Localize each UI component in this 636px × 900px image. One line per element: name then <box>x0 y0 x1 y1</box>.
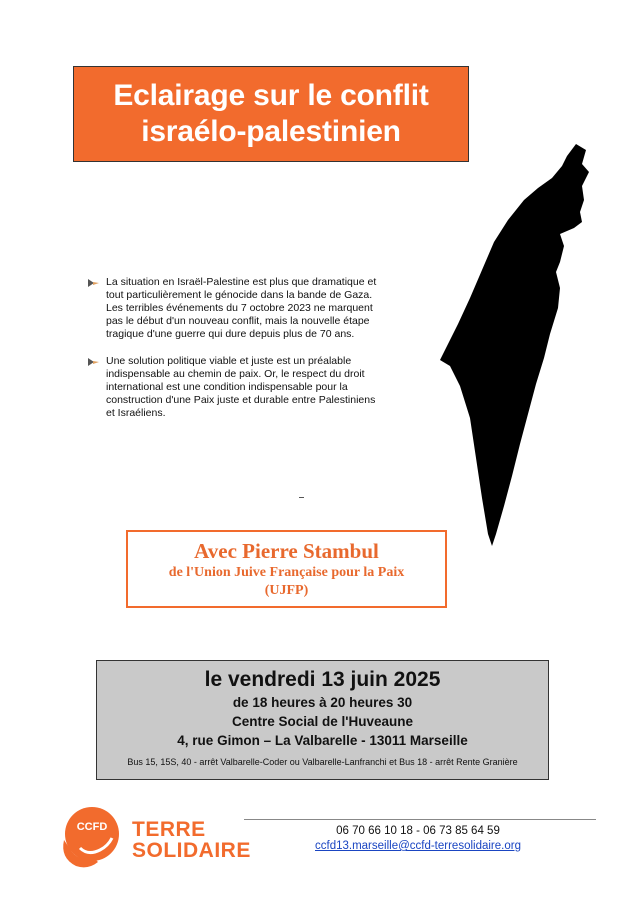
speaker-org: de l'Union Juive Française pour la Paix <box>168 564 405 580</box>
event-details-box <box>96 660 549 780</box>
logo-wordmark <box>132 819 251 861</box>
bullet-item <box>86 355 386 420</box>
bullet-list <box>86 276 386 434</box>
bullet-text: La situation en Israël-Palestine est plus que dramatique et tout particulièrement le génocide dans la bande de Gaza. Les terribles événements du 7 octobre 2023 ne marquent pas le début d'un nouveau conflit, mais la nouvelle étape tragique d'une guerre qui dure depuis plus de 70 ans. <box>106 276 377 340</box>
ccfd-hands-logo-icon <box>58 800 128 872</box>
ccfd-terre-solidaire-logo <box>58 800 268 872</box>
logo-mark-text: CCFD <box>76 821 108 833</box>
speaker-org-acronym: (UJFP) <box>264 582 309 598</box>
event-date: le vendredi 13 juin 2025 <box>204 668 441 691</box>
title-banner <box>73 66 469 162</box>
logo-line-2: SOLIDAIRE <box>132 839 251 862</box>
title-line-2: israélo-palestinien <box>141 115 401 148</box>
title-line-1: Eclairage sur le conflit <box>113 79 429 112</box>
footer-rule <box>244 819 596 820</box>
divider-dash <box>299 497 304 498</box>
contact-email-link[interactable]: ccfd13.marseille@ccfd-terresolidaire.org <box>315 840 521 852</box>
contact-block <box>300 824 536 854</box>
bullet-text: Une solution politique viable et juste est un préalable indispensable au chemin de paix. Or, le respect du droit international est une condition indispensable pour la construction d'une Paix juste et durable entre Palestiniens et Israéliens. <box>106 355 376 419</box>
palestine-map-silhouette <box>436 138 612 548</box>
speaker-box <box>126 530 447 608</box>
bullet-item <box>86 276 386 341</box>
event-address: 4, rue Gimon – La Valbarelle - 13011 Marseille <box>177 733 468 748</box>
contact-phones: 06 70 66 10 18 - 06 73 85 64 59 <box>336 825 500 837</box>
arrow-bullet-icon <box>86 277 100 289</box>
event-venue: Centre Social de l'Huveaune <box>231 714 414 729</box>
event-bus-info: Bus 15, 15S, 40 - arrêt Valbarelle-Coder ou Valbarelle-Lanfranchi et Bus 18 - arrêt Rente Granière <box>127 757 518 767</box>
speaker-name: Avec Pierre Stambul <box>194 538 379 563</box>
event-time: de 18 heures à 20 heures 30 <box>232 695 413 710</box>
logo-line-1: TERRE <box>132 818 206 841</box>
arrow-bullet-icon <box>86 356 100 368</box>
